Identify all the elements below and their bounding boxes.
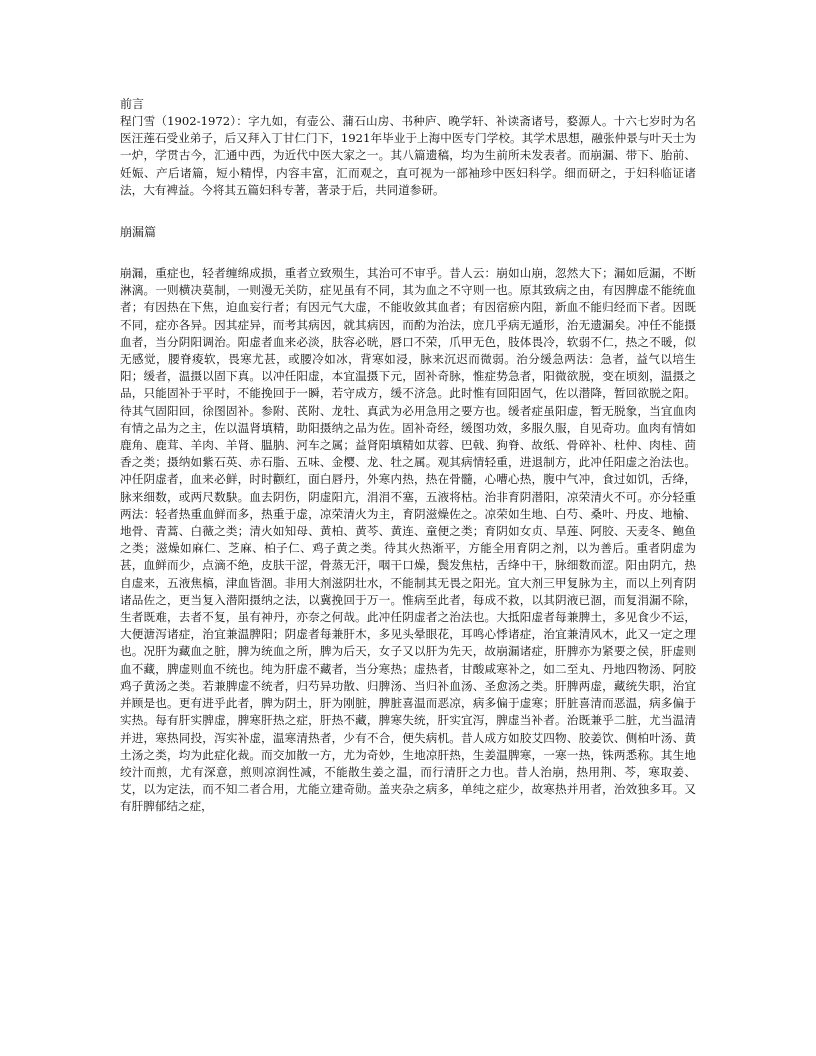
heading-spacer xyxy=(120,241,696,265)
chapter-heading: 崩漏篇 xyxy=(120,225,157,240)
preface-heading: 前言 xyxy=(120,97,145,111)
preface-paragraph: 程门雪（1902-1972）：字九如，有壶公、蒲石山房、书种庐、晚学轩、补读斋诸号，婺源人。十六七岁时为名医汪莲石受业弟子，后又拜入丁甘仁门下，1921年毕业于上海中医专门学校。其学术思想，融张仲景与叶天士为一炉，学贯古今，汇通中西，为近代中医大家之一。其八篇遗稿，均为生前所未发表者。而崩漏、带下、胎前、妊娠、产后诸篇，短小精悍，内容丰富，汇而观之，直可视为一部袖珍中医妇科学。细而研之，于妇科临证诸法，大有裨益。今将其五篇妇科专著，著录于后，共同道参研。 xyxy=(120,114,696,197)
section-spacer xyxy=(120,199,696,224)
chapter-paragraph: 崩漏，重症也，轻者缠绵成损，重者立致殒生，其治可不审乎。昔人云：崩如山崩，忽然大下；漏如卮漏，不断淋漓。一则横决莫制，一则漫无关防，症见虽有不同，其为血之不守则一也。原其致病之由，有因脾虚不能统血者；有因热在下焦，迫血妄行者；有因元气大虚，不能收敛其血者；有因宿瘀内阻，新血不能归经而下者。因既不同，症亦各异。因其症异，而考其病因，就其病因，而酌为治法，庶几乎病无遁形，治无遗漏矣。冲任不能摄血者，当分阴阳调治。阳虚者血来必淡，肤容必晄，唇口不荣，爪甲无色，肢体畏冷，软弱不仁，热之不暖，似无感觉，腰脊痠软，畏寒尤甚，或腰冷如冰，背寒如浸，脉来沉迟而微弱。治分缓急两法：急者，益气以培生阳；缓者，温摄以固下真。以冲任阳虚，本宜温摄下元，固补奇脉，惟症势急者，阳微欲脱，变在顷刻，温摄之品，只能固补于平时，不能挽回于一瞬，若守成方，缓不济急。此时惟有回阳固气，佐以潜降，暂回欲脱之阳。待其气固阳回，徐图固补。参附、芪附、龙牡、真武为必用急用之要方也。缓者症虽阳虚，暂无脱象，当宜血肉有情之品为之主，佐以温肾填精，助阳摄纳之品为佐。固补奇经，缓图功效，多服久服，自见奇功。血肉有情如鹿角、鹿茸、羊肉、羊肾、腽肭、河车之属；益肾阳填精如苁蓉、巴戟、狗脊、故纸、骨碎补、杜仲、肉桂、茴香之类；摄纳如紫石英、赤石脂、五味、金樱、龙、牡之属。观其病情轻重，进退制方，此冲任阳虚之治法也。冲任阴虚者，血来必鲜，时时颧红，面白唇丹，外寒内热，热在骨髓，心嘈心热，腹中气冲，食过如饥，舌绛，脉来细数，或两尺数駃。血去阴伤，阴虚阳亢，涓涓不塞，五液将枯。治非育阴潜阳，凉荣清火不可。亦分轻重两法：轻者热重血鲜而多，热重于虚，凉荣清火为主，育阴滋燥佐之。凉荣如生地、白芍、桑叶、丹皮、地榆、地骨、青蒿、白薇之类；清火如知母、黄柏、黄芩、黄连、童便之类；育阴如女贞、旱莲、阿胶、天麦冬、鲍鱼之类；滋燥如麻仁、芝麻、柏子仁、鸡子黄之类。待其火热渐平，方能全用育阴之剂，以为善后。重者阴虚为甚，血鲜而少，点滴不绝，皮肤干涩，骨蒸无汗，咽干口燥，鬓发焦枯，舌绛中干，脉细数而涩。阳由阴亢，热自虚来，五液焦槁，津血皆涸。非用大剂滋阴壮水，不能制其无畏之阳光。宜大剂三甲复脉为主，而以上列育阴诸品佐之，更当复入潜阳摄纳之法，以冀挽回于万一。惟病至此者，每成不救，以其阴液已涸，而复涓漏不除，生者既难，去者不复，虽有神丹，亦奈之何哉。此冲任阴虚者之治法也。大抵阳虚者每兼脾土，多见食少不运，大便溏泻诸症，治宜兼温脾阳；阴虚者每兼肝木，多见头晕眼花，耳鸣心悸诸症，治宜兼清风木，此又一定之理也。况肝为藏血之脏，脾为统血之所，脾为后天，女子又以肝为先天，故崩漏诸症，肝脾亦为紧要之侯，肝虚则血不藏，脾虚则血不统也。纯为肝虚不藏者，当分寒热；虚热者，甘酸咸寒补之，如二至丸、丹地四物汤、阿胶鸡子黄汤之类。若兼脾虚不统者，归芍异功散、归脾汤、当归补血汤、圣愈汤之类。肝脾两虚，藏统失职，治宜并顾是也。更有进乎此者，脾为阴土，肝为刚脏，脾脏喜温而恶凉，病多偏于虚寒；肝脏喜清而恶温，病多偏于实热。每有肝实脾虚，脾寒肝热之症，肝热不藏，脾寒失统，肝实宜泻，脾虚当补者。治既兼乎二脏，尤当温清并进，寒热同投，泻实补虚，温寒清热者，少有不合，便失病机。昔人成方如胶艾四物、胶姜饮、侧柏叶汤、黄土汤之类，均为此症化裁。而交加散一方，尤为奇妙，生地凉肝热，生姜温脾寒，一寒一热，铢两悉称。其生地绞汁而煎，尤有深意，煎则凉润性减，不能散生姜之温，而行清肝之力也。昔人治崩，热用荆、芩，寒取姜、艾，以为定法，而不知二者合用，尤能立建奇勋。盖夹杂之病多，单纯之症少，故寒热并用者，治效独多耳。又有肝脾郁结之症， xyxy=(120,266,696,814)
text-column xyxy=(120,96,696,816)
